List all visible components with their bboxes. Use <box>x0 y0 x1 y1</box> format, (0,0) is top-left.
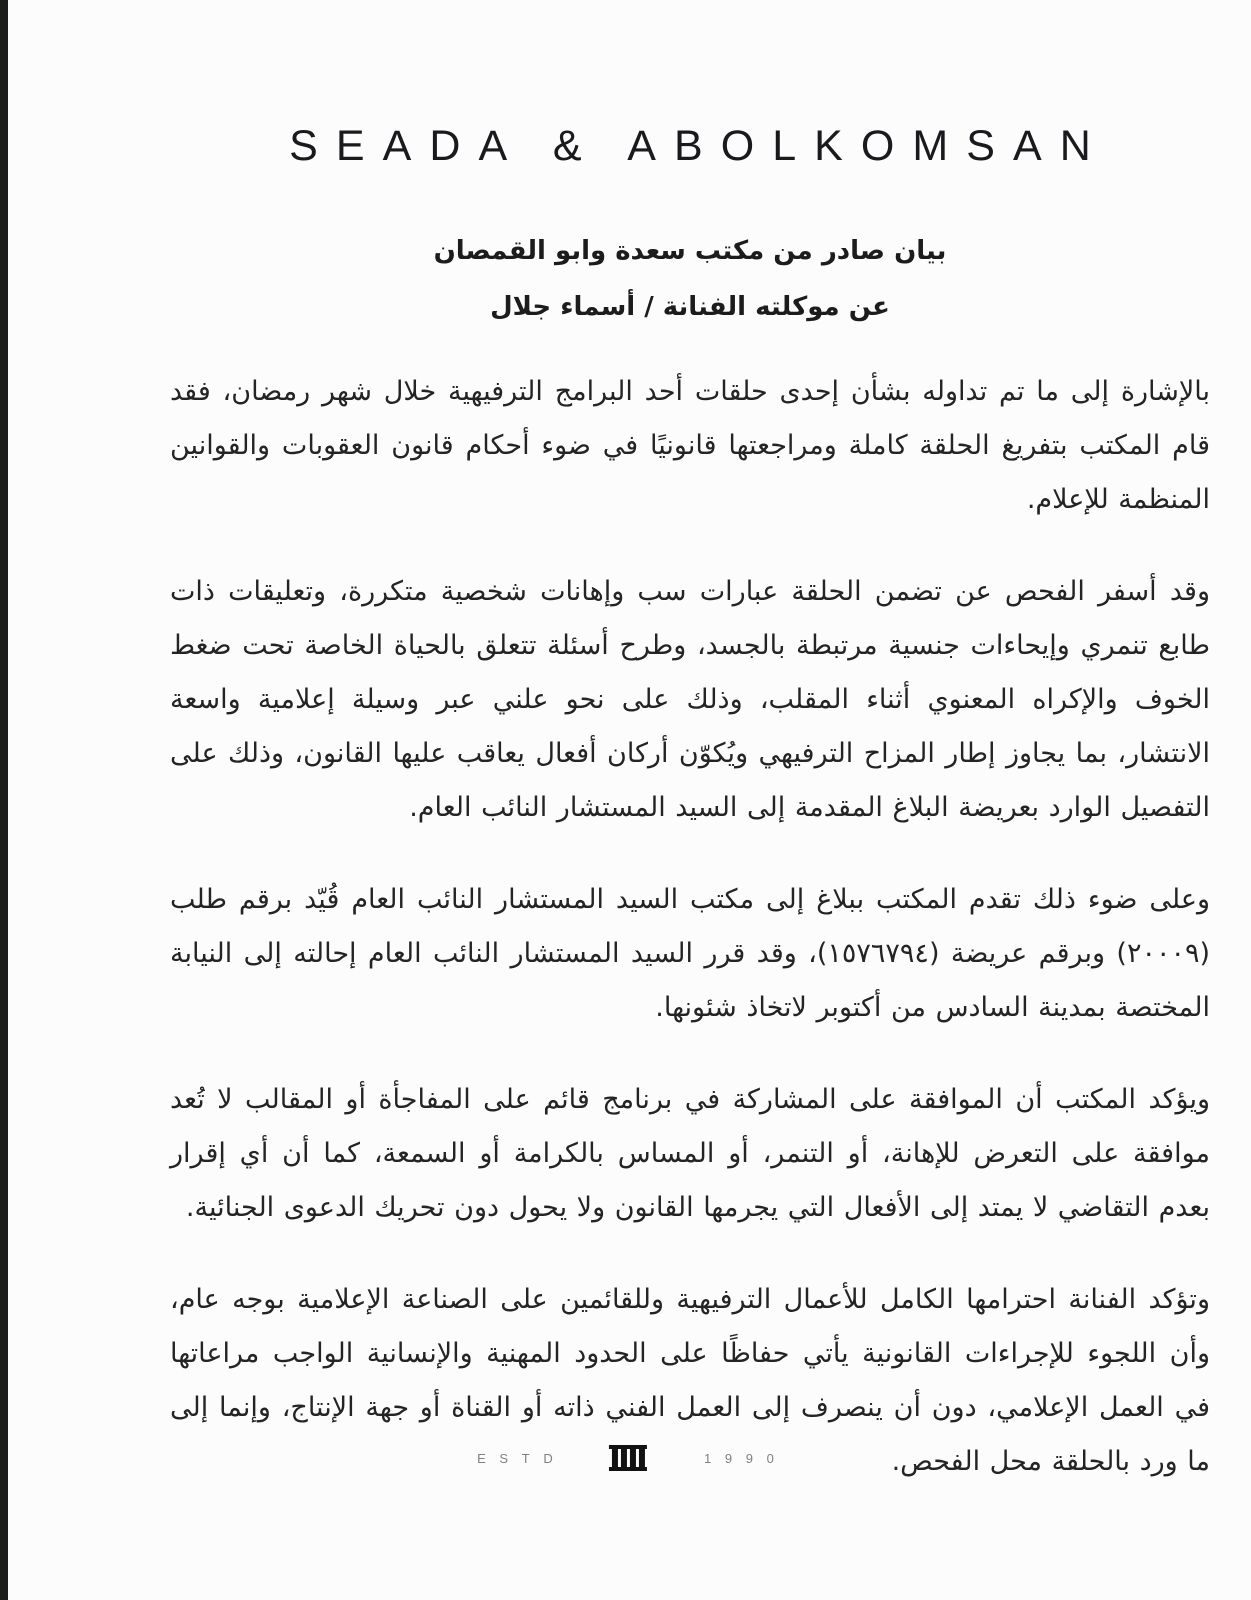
year-label: 1990 <box>704 1450 788 1466</box>
columns-icon <box>608 1445 648 1471</box>
footer <box>463 1445 787 1471</box>
statement-heading <box>170 223 1210 335</box>
statement-body <box>170 365 1210 1489</box>
statement-heading-line1: بيان صادر من مكتب سعدة وابو القمصان <box>433 236 947 266</box>
statement-paragraph-4: ويؤكد المكتب أن الموافقة على المشاركة في برنامج قائم على المفاجأة أو المقالب لا تُعد موافقة على التعرض للإهانة، أو التنمر، أو المساس بالكرامة أو السمعة، كما أن أي إقرار بعدم التقاضي لا يمتد إلى الأفعال التي يجرمها القانون ولا يحول دون تحريك الدعوى الجنائية. <box>170 1084 1210 1223</box>
estd-label: ESTD <box>477 1450 567 1466</box>
statement-heading-line2: عن موكلته الفنانة / أسماء جلال <box>490 292 890 322</box>
statement-paragraph-2: وقد أسفر الفحص عن تضمن الحلقة عبارات سب وإهانات شخصية متكررة، وتعليقات ذات طابع تنمري وإيحاءات جنسية مرتبطة بالجسد، وطرح أسئلة تتعلق بالحياة الخاصة تحت ضغط الخوف والإكراه المعنوي أثناء المقلب، وذلك على نحو علني عبر وسيلة إعلامية واسعة الانتشار، بما يجاوز إطار المزاح الترفيهي ويُكوّن أركان أفعال يعاقب عليها القانون، وذلك على التفصيل الوارد بعريضة البلاغ المقدمة إلى السيد المستشار النائب العام. <box>170 576 1210 823</box>
brand-title: SEADA & ABOLKOMSAN <box>289 122 1109 170</box>
statement-paragraph-3: وعلى ضوء ذلك تقدم المكتب ببلاغ إلى مكتب السيد المستشار النائب العام قُيّد برقم طلب (٢٠٠٠٩) وبرقم عريضة (١٥٧٦٧٩٤)، وقد قرر السيد المستشار النائب العام إحالته إلى النيابة المختصة بمدينة السادس من أكتوبر لاتخاذ شئونها. <box>170 884 1210 1023</box>
page-content <box>170 0 1210 1527</box>
statement-paragraph-1: بالإشارة إلى ما تم تداوله بشأن إحدى حلقات أحد البرامج الترفيهية خلال شهر رمضان، فقد قام المكتب بتفريغ الحلقة كاملة ومراجعتها قانونيًا في ضوء أحكام قانون العقوبات والقوانين المنظمة للإعلام. <box>170 376 1210 515</box>
left-edge-strip <box>0 0 8 1600</box>
statement-paragraph-5: وتؤكد الفنانة احترامها الكامل للأعمال الترفيهية وللقائمين على الصناعة الإعلامية بوجه عام، وأن اللجوء للإجراءات القانونية يأتي حفاظًا على الحدود المهنية والإنسانية الواجب مراعاتها في العمل الإعلامي، دون أن ينصرف إلى العمل الفني ذاته أو القناة أو جهة الإنتاج، وإنما إلى ما ورد بالحلقة محل الفحص. <box>170 1284 1210 1477</box>
